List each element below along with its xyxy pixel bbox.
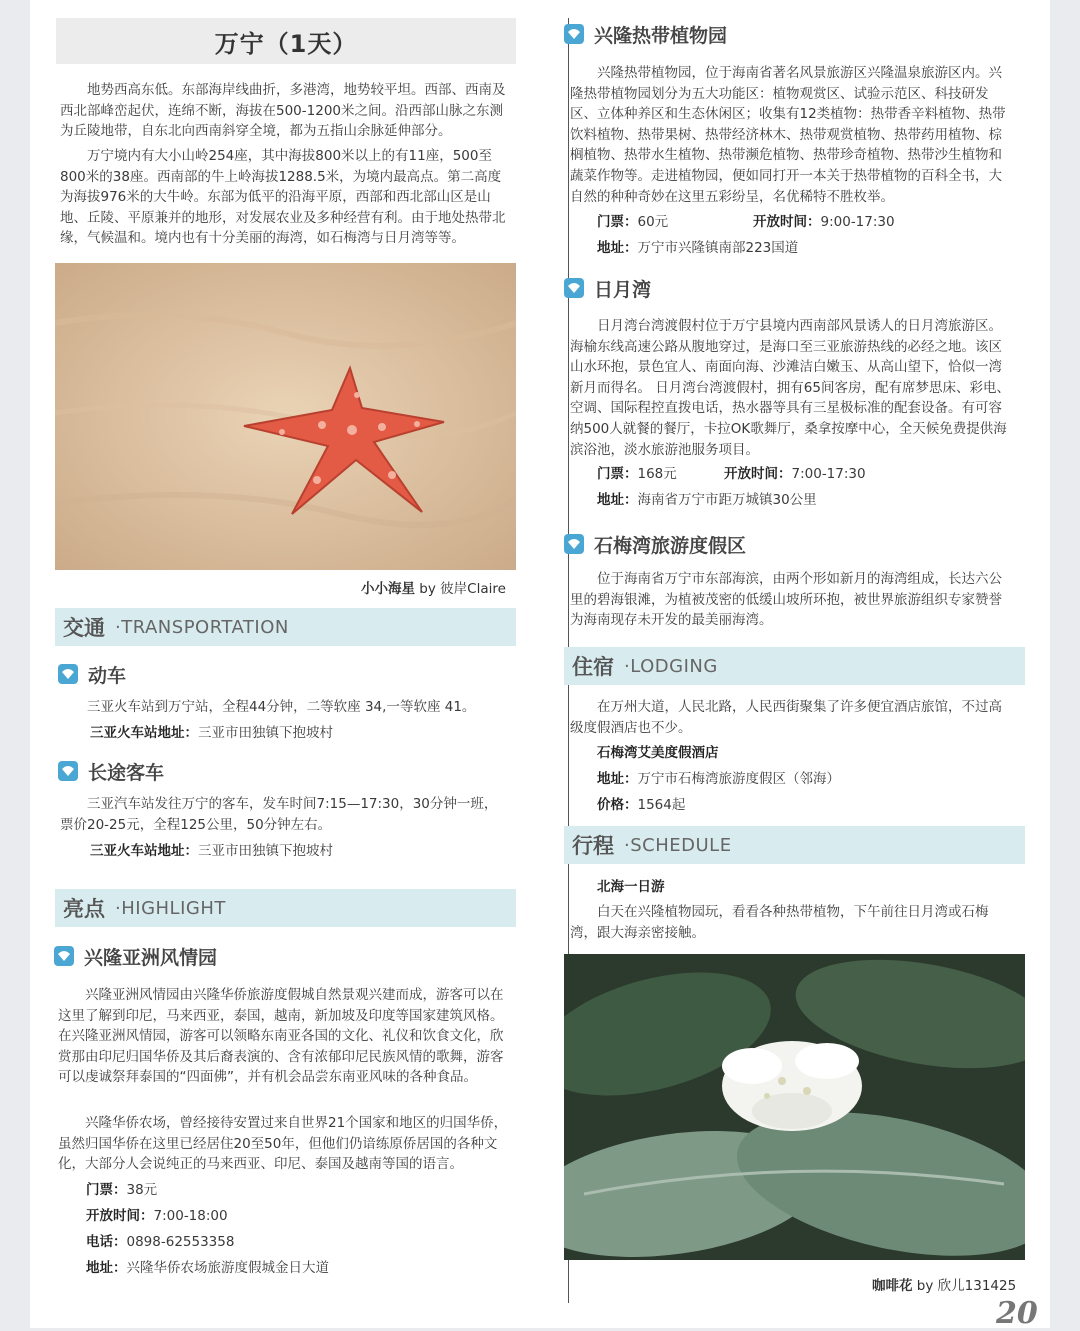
hotel-name: 石梅湾艾美度假酒店 bbox=[597, 745, 719, 761]
ticket-label: 门票： bbox=[597, 214, 638, 230]
address-value: 万宁市兴隆镇南部223国道 bbox=[637, 240, 799, 256]
subsection-asia-park bbox=[54, 943, 217, 969]
phone-value: 0898-62553358 bbox=[126, 1234, 235, 1250]
caption-credit: by 欣儿131425 bbox=[916, 1278, 1017, 1294]
address-label: 地址： bbox=[597, 240, 638, 256]
price-label: 价格： bbox=[597, 797, 638, 813]
shimei-paragraph: 位于海南省万宁市东部海滨，由两个形如新月的海湾组成，长达六公里的碧海银滩，为植被茂密的低缓山坡所环抱，被世界旅游组织专家赞誉为海南现存未开发的最美丽海湾。 bbox=[570, 571, 1002, 629]
address-label: 地址： bbox=[597, 492, 638, 508]
phone-label: 电话： bbox=[86, 1234, 127, 1250]
lodging-paragraph: 在万州大道，人民北路，人民西街聚集了许多便宜酒店旅馆，不过高级度假酒店也不少。 bbox=[570, 699, 1002, 736]
coffee-flower-photo-caption bbox=[872, 1274, 1016, 1294]
bus-description: 三亚汽车站发往万宁的客车，发车时间7:15—17:30，30分钟一班，票价20-25元，全程125公里，50分钟左右。 bbox=[60, 796, 498, 833]
plan-title: 北海一日游 bbox=[597, 879, 665, 895]
address-value: 海南省万宁市距万城镇30公里 bbox=[637, 492, 817, 508]
hours-label: 开放时间： bbox=[753, 214, 821, 230]
address-value: 万宁市石梅湾旅游度假区（邻海） bbox=[637, 771, 840, 787]
subsection-bus bbox=[58, 758, 164, 784]
riyue-hours bbox=[724, 464, 866, 484]
section-transportation bbox=[55, 608, 516, 646]
lodging-address bbox=[597, 769, 840, 789]
riyue-paragraph: 日月湾台湾渡假村位于万宁县境内西南部风景诱人的日月湾旅游区。海榆东线高速公路从腹地穿过，是海口至三亚旅游热线的必经之地。该区山水环抱，景色宜人、南面向海、沙滩洁白嫩玉、从高山望下，恰似一湾新月而得名。 日月湾台湾渡假村，拥有65间客房，配有席梦思床、彩电、空调、国际程控直拨电话，热水器等具有三星极标准的配套设备。有可容纳500人就餐的餐厅，卡拉OK歌舞厅，桑拿按摩中心，全天候免费提供海滨浴池，淡水旅游池服务项目。 bbox=[570, 318, 1010, 458]
riyue-address bbox=[597, 490, 817, 510]
section-title-zh: 行程 bbox=[572, 834, 614, 858]
price-value: 1564起 bbox=[637, 797, 686, 813]
lodging-hotel-name bbox=[597, 743, 719, 763]
intro-paragraph-1: 地势西高东低。东部海岸线曲折，多港湾，地势较平坦。西部、西南及西北部峰峦起伏，连绵不断，海拔在500-1200米之间。沿西部山脉之东测为丘陵地带，自东北向西南斜穿全境，都为五指山余脉延伸部分。 bbox=[60, 82, 506, 140]
section-title-en: ·LODGING bbox=[624, 655, 718, 677]
shell-icon bbox=[564, 534, 584, 554]
section-title-zh: 交通 bbox=[63, 616, 105, 640]
subsection-title: 长途客车 bbox=[88, 761, 165, 784]
ticket-label: 门票： bbox=[86, 1182, 127, 1198]
hours-label: 开放时间： bbox=[724, 466, 792, 482]
section-title-en: ·TRANSPORTATION bbox=[115, 616, 289, 638]
address-value: 三亚市田独镇下抱坡村 bbox=[198, 725, 333, 741]
asia-park-paragraph-1: 兴隆亚洲风情园由兴隆华侨旅游度假城自然景观兴建而成，游客可以在这里了解到印尼，马来西亚，泰国，越南，新加坡及印度等国家建筑风格。 在兴隆亚洲风情园，游客可以领略东南亚各国的文化、礼仪和饮食文化，欣赏那由印尼归国华侨及其后裔表演的、含有浓郁印尼民族风情的歌舞，游客可以虔诚祭拜泰国的“四面佛”，并有机会品尝东南亚风味的各种食品。 bbox=[58, 987, 504, 1086]
subsection-title: 兴隆亚洲风情园 bbox=[84, 946, 218, 969]
subsection-shimei-bay bbox=[564, 531, 746, 557]
intro-paragraph-2: 万宁境内有大小山岭254座，其中海拔800米以上的有11座，500至800米的38座。西南部的牛上岭海拔1288.5米，为境内最高点。第二高度为海拔976米的大牛岭。东部为低平的沿海平原，西部和西北部山区是山地、丘陵、平原兼并的地形，对发展农业及多种经营有利。由于地处热带北缘，气候温和。境内也有十分美丽的海湾，如石梅湾与日月湾等等。 bbox=[60, 148, 506, 247]
starfish-photo bbox=[55, 263, 516, 570]
section-lodging bbox=[564, 647, 1025, 685]
subsection-title: 兴隆热带植物园 bbox=[594, 24, 728, 47]
train-description: 三亚火车站到万宁站，全程44分钟，二等软座 34,一等软座 41。 bbox=[87, 699, 476, 715]
riyue-ticket bbox=[597, 464, 677, 484]
shell-icon bbox=[58, 761, 78, 781]
subsection-riyue-bay bbox=[564, 275, 651, 301]
coffee-flower-photo bbox=[564, 954, 1025, 1260]
asia-park-address bbox=[86, 1258, 329, 1278]
section-schedule bbox=[564, 826, 1025, 864]
subsection-train bbox=[58, 661, 126, 687]
subsection-title: 日月湾 bbox=[594, 278, 652, 301]
section-title-en: ·SCHEDULE bbox=[624, 834, 732, 856]
page-number: 20 bbox=[996, 1296, 1038, 1331]
hours-value: 9:00-17:30 bbox=[820, 214, 895, 230]
address-label: 三亚火车站地址： bbox=[90, 843, 198, 859]
asia-park-ticket bbox=[86, 1180, 157, 1200]
shell-icon bbox=[564, 24, 584, 44]
section-title-en: ·HIGHLIGHT bbox=[115, 897, 226, 919]
subsection-title: 动车 bbox=[88, 664, 127, 687]
subsection-title: 石梅湾旅游度假区 bbox=[594, 534, 747, 557]
bus-address bbox=[90, 841, 333, 861]
train-address bbox=[90, 723, 333, 743]
caption-title: 小小海星 bbox=[361, 581, 415, 597]
shell-icon bbox=[58, 664, 78, 684]
address-value: 兴隆华侨农场旅游度假城金日大道 bbox=[126, 1260, 329, 1276]
subsection-botanical-garden bbox=[564, 21, 727, 47]
hours-value: 7:00-17:30 bbox=[791, 466, 866, 482]
address-label: 三亚火车站地址： bbox=[90, 725, 198, 741]
section-title-zh: 亮点 bbox=[63, 897, 105, 921]
lodging-price bbox=[597, 795, 685, 815]
garden-paragraph: 兴隆热带植物园，位于海南省著名风景旅游区兴隆温泉旅游区内。兴隆热带植物园划分为五大功能区：植物观赏区、试验示范区、科技研发区、立体种养区和生态休闲区；收集有12类植物：热带香辛料植物、热带饮料植物、热带果树、热带经济林木、热带观赏植物、热带药用植物、棕榈植物、热带水生植物、热带濒危植物、热带珍奇植物、热带沙生植物和蔬菜作物等。走进植物园，便如同打开一本关于热带植物的百科全书，大自然的种种奇妙在这里五彩纷呈，名优稀特不胜枚举。 bbox=[570, 65, 1006, 205]
ticket-value: 168元 bbox=[637, 466, 677, 482]
asia-park-paragraph-2: 兴隆华侨农场，曾经接待安置过来自世界21个国家和地区的归国华侨，虽然归国华侨在这里已经居住20至50年，但他们仍谙练原侨居国的各种文化，大部分人会说纯正的马来西亚、印尼、泰国及越南等国的语言。 bbox=[58, 1115, 508, 1173]
page-title: 万宁（1天） bbox=[56, 18, 516, 64]
garden-address bbox=[597, 238, 798, 258]
garden-hours bbox=[753, 212, 895, 232]
shell-icon bbox=[54, 946, 74, 966]
section-title-zh: 住宿 bbox=[572, 655, 614, 679]
caption-credit: by 彼岸Claire bbox=[419, 581, 506, 597]
address-label: 地址： bbox=[597, 771, 638, 787]
asia-park-hours bbox=[86, 1206, 228, 1226]
schedule-paragraph: 白天在兴隆植物园玩，看看各种热带植物，下午前往日月湾或石梅湾，跟大海亲密接触。 bbox=[570, 904, 989, 941]
section-highlight bbox=[55, 889, 516, 927]
ticket-value: 60元 bbox=[637, 214, 669, 230]
ticket-value: 38元 bbox=[126, 1182, 158, 1198]
shell-icon bbox=[564, 278, 584, 298]
garden-ticket bbox=[597, 212, 668, 232]
starfish-photo-caption bbox=[361, 577, 506, 597]
hours-value: 7:00-18:00 bbox=[153, 1208, 228, 1224]
ticket-label: 门票： bbox=[597, 466, 638, 482]
address-value: 三亚市田独镇下抱坡村 bbox=[198, 843, 333, 859]
asia-park-phone bbox=[86, 1232, 234, 1252]
address-label: 地址： bbox=[86, 1260, 127, 1276]
schedule-plan-title bbox=[597, 877, 665, 897]
caption-title: 咖啡花 bbox=[872, 1278, 913, 1294]
hours-label: 开放时间： bbox=[86, 1208, 154, 1224]
